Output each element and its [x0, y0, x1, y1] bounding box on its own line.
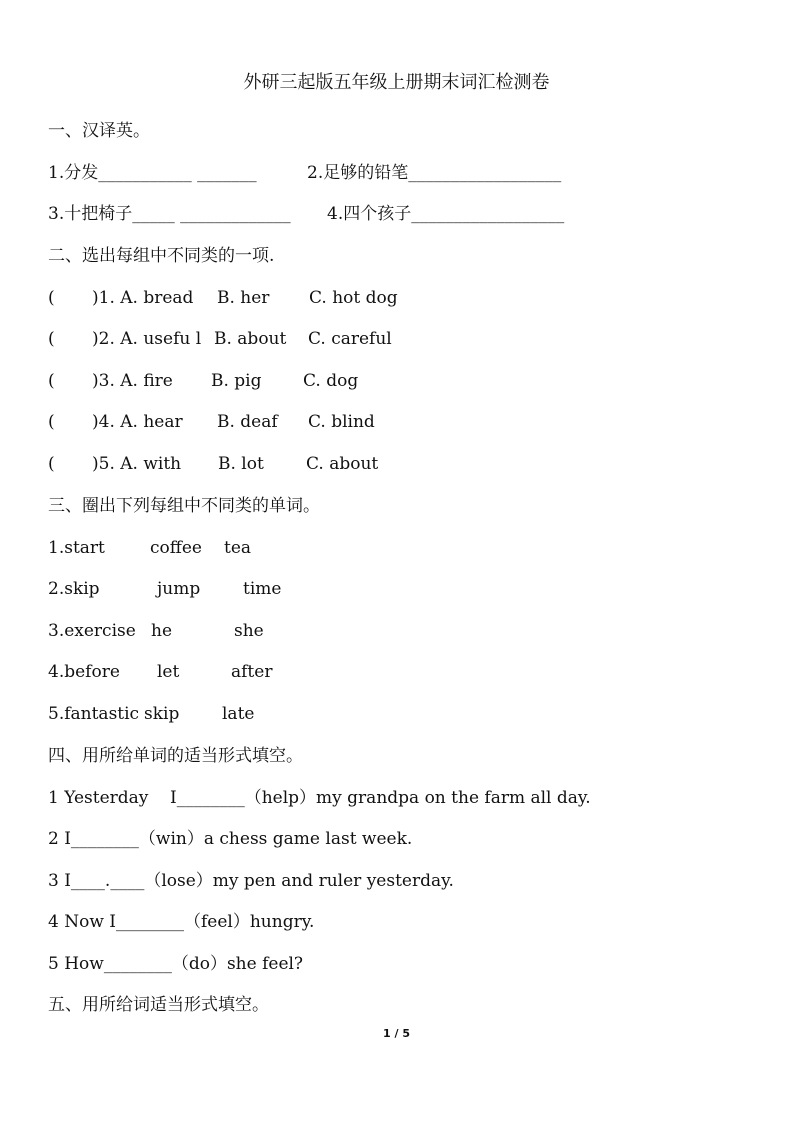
word-a: 1.start: [48, 538, 105, 558]
section-3-heading: 三、圈出下列每组中不同类的单词。: [48, 496, 320, 516]
page-title: 外研三起版五年级上册期末词汇检测卷: [243, 72, 550, 93]
answer-paren: (: [48, 288, 55, 308]
option-c: C. dog: [303, 371, 359, 391]
word-b: he: [151, 621, 173, 641]
word-b: let: [157, 662, 180, 682]
fill-blank-4: 4 Now I________（feel）hungry.: [48, 912, 315, 932]
word-c: tea: [224, 538, 252, 558]
option-a: )2. A. usefu l: [92, 329, 202, 349]
word-a: 3.exercise: [48, 621, 136, 641]
word-c: after: [231, 662, 273, 682]
question-1-3: 3.十把椅子_____ _____________: [48, 204, 291, 224]
answer-paren: (: [48, 412, 55, 432]
option-a: )1. A. bread: [92, 288, 194, 308]
fill-blank-3: 3 I____.____（lose）my pen and ruler yesterday.: [48, 871, 454, 891]
answer-paren: (: [48, 454, 55, 474]
fill-blank-1: 1 Yesterday I________（help）my grandpa on the farm all day.: [48, 788, 591, 808]
word-c: she: [234, 621, 264, 641]
word-a: 2.skip: [48, 579, 100, 599]
fill-blank-5: 5 How________（do）she feel?: [48, 954, 304, 974]
option-a: )4. A. hear: [92, 412, 183, 432]
option-c: C. careful: [308, 329, 392, 349]
option-b: B. her: [217, 288, 270, 308]
answer-paren: (: [48, 329, 55, 349]
question-1-2: 2.足够的铅笔__________________: [307, 163, 562, 183]
word-c: time: [243, 579, 282, 599]
question-1-4: 4.四个孩子__________________: [327, 204, 565, 224]
word-b: skip: [144, 704, 180, 724]
option-a: )3. A. fire: [92, 371, 173, 391]
option-b: B. lot: [218, 454, 264, 474]
option-a: )5. A. with: [92, 454, 182, 474]
answer-paren: (: [48, 371, 55, 391]
section-1-heading: 一、汉译英。: [48, 121, 150, 141]
question-1-1: 1.分发___________ _______: [48, 163, 257, 183]
section-4-heading: 四、用所给单词的适当形式填空。: [48, 746, 303, 766]
option-b: B. about: [214, 329, 287, 349]
option-c: C. about: [306, 454, 379, 474]
word-a: 5.fantastic: [48, 704, 140, 724]
page-number: 1 / 5: [383, 1027, 410, 1040]
word-a: 4.before: [48, 662, 120, 682]
section-2-heading: 二、选出每组中不同类的一项.: [48, 246, 275, 266]
option-b: B. deaf: [217, 412, 278, 432]
section-5-heading: 五、用所给词适当形式填空。: [48, 995, 269, 1015]
option-c: C. hot dog: [309, 288, 398, 308]
word-c: late: [222, 704, 255, 724]
word-b: jump: [157, 579, 201, 599]
fill-blank-2: 2 I________（win）a chess game last week.: [48, 829, 413, 849]
option-b: B. pig: [211, 371, 262, 391]
option-c: C. blind: [308, 412, 375, 432]
word-b: coffee: [150, 538, 202, 558]
